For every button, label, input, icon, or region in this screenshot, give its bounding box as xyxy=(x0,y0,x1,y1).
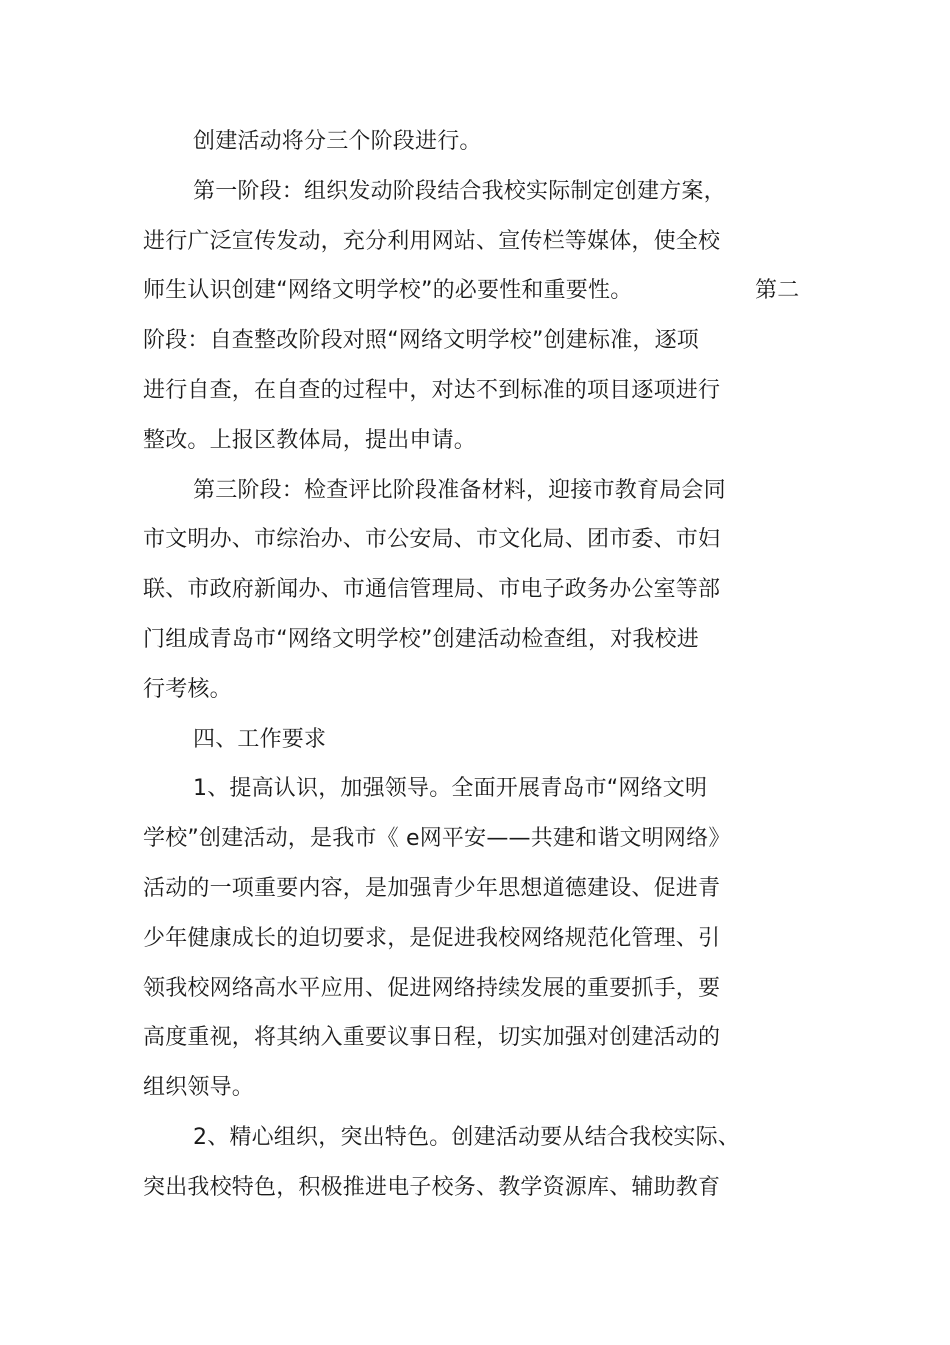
text-line: 2、精心组织，突出特色。创建活动要从结合我校实际、 xyxy=(193,1125,740,1150)
text-line: 第一阶段：组织发动阶段结合我校实际制定创建方案， xyxy=(193,179,726,204)
text-line: 高度重视，将其纳入重要议事日程，切实加强对创建活动的 xyxy=(143,1025,721,1050)
text-line: 联、市政府新闻办、市通信管理局、市电子政务办公室等部 xyxy=(143,577,721,602)
text-line: 整改。上报区教体局，提出申请。 xyxy=(143,428,477,453)
text-line: 师生认识创建“网络文明学校”的必要性和重要性。 xyxy=(143,278,633,303)
text-line: 创建活动将分三个阶段进行。 xyxy=(193,129,482,154)
text-line: 少年健康成长的迫切要求，是促进我校网络规范化管理、引 xyxy=(143,926,721,951)
text-line: 1、提高认识，加强领导。全面开展青岛市“网络文明 xyxy=(193,776,708,801)
text-line: 行考核。 xyxy=(143,677,232,702)
text-line: 领我校网络高水平应用、促进网络持续发展的重要抓手，要 xyxy=(143,976,721,1001)
text-line: 阶段：自查整改阶段对照“网络文明学校”创建标准，逐项 xyxy=(143,328,699,353)
text-line: 门组成青岛市“网络文明学校”创建活动检查组，对我校进 xyxy=(143,627,699,652)
text-line: 组织领导。 xyxy=(143,1075,255,1100)
text-line: 第三阶段：检查评比阶段准备材料，迎接市教育局会同 xyxy=(193,478,726,503)
text-line: 突出我校特色，积极推进电子校务、教学资源库、辅助教育 xyxy=(143,1175,721,1200)
text-line: 市文明办、市综治办、市公安局、市文化局、团市委、市妇 xyxy=(143,527,721,552)
text-line: 学校”创建活动，是我市《 e网平安——共建和谐文明网络》 xyxy=(143,826,731,851)
section-heading: 四、工作要求 xyxy=(193,727,327,752)
text-line: 第二 xyxy=(755,278,800,303)
text-line: 活动的一项重要内容，是加强青少年思想道德建设、促进青 xyxy=(143,876,721,901)
text-line: 进行自查，在自查的过程中，对达不到标准的项目逐项进行 xyxy=(143,378,721,403)
text-line: 进行广泛宣传发动，充分利用网站、宣传栏等媒体，使全校 xyxy=(143,229,721,254)
